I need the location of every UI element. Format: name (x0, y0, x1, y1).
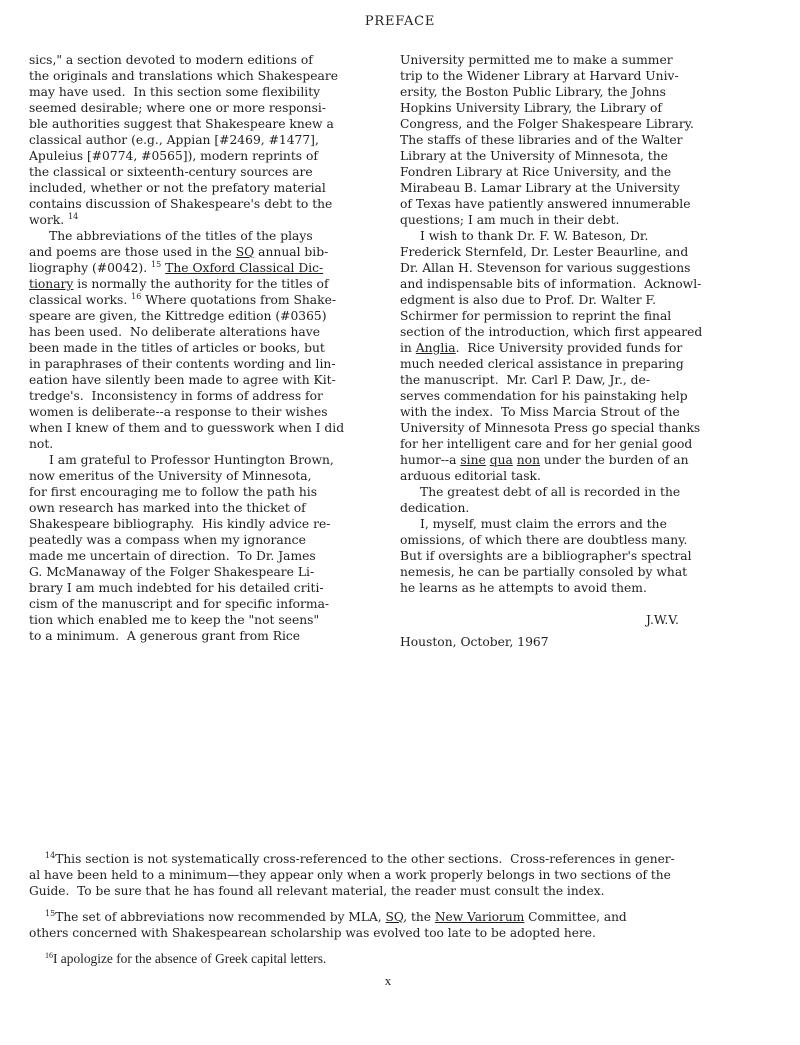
text-line: Shakespeare bibliography. His kindly advice re- (29, 517, 331, 531)
paragraph-dedication (400, 484, 750, 516)
footnote-mark: 16 (45, 951, 53, 960)
text-line: But if oversights are a bibliographer's spectral (400, 549, 692, 563)
text-line: edgment is also due to Prof. Dr. Walter F. (400, 293, 657, 307)
latin-phrase-non: non (516, 453, 541, 467)
dateline: Houston, October, 1967 (400, 635, 549, 649)
footnote-15 (29, 909, 779, 941)
text-line: The greatest debt of all is recorded in the (420, 485, 681, 499)
text-line: serves commendation for his painstaking help (400, 389, 688, 403)
paragraph-errors (400, 516, 750, 596)
text-line: liography (#0042). $^{15}$ The Oxford Classical Dic- (29, 260, 324, 275)
text-line: eation have silently been made to agree with Kit- (29, 373, 336, 387)
text-line: sics," a section devoted to modern editions of (29, 53, 313, 67)
text-line: cism of the manuscript and for specific informa- (29, 597, 330, 611)
text-line: nemesis, he can be partially consoled by what (400, 565, 688, 579)
text-line: and indispensable bits of information. Acknowl- (400, 277, 702, 291)
left-column (29, 52, 379, 644)
text-line: made me uncertain of direction. To Dr. James (29, 549, 316, 563)
text-line: with the index. To Miss Marcia Strout of the (400, 405, 680, 419)
text-line: Fondren Library at Rice University, and the (400, 165, 672, 179)
text-line: included, whether or not the prefatory material (29, 181, 326, 195)
text-line: tredge's. Inconsistency in forms of address for (29, 389, 323, 403)
text-line: section of the introduction, which first appeared (400, 325, 703, 339)
text-line: classical works. $^{16}$ Where quotations from Shake- (29, 292, 337, 307)
text-line: $^{14}$This section is not systematically cross-referenced to the other sections. Cross-references in gener- (45, 851, 675, 866)
footnote-16 (29, 951, 779, 967)
text-line: not. (29, 437, 54, 451)
text-line: own research has marked into the thicket of (29, 501, 306, 515)
text-line: speare are given, the Kittredge edition (#0365) (29, 309, 327, 323)
footnote-mark: 15 (45, 909, 56, 918)
text-line: ble authorities suggest that Shakespeare knew a (29, 117, 334, 131)
text-line: Mirabeau B. Lamar Library at the University (400, 181, 680, 195)
oxford-dictionary-title-cont: tionary (29, 277, 74, 291)
text-line: has been used. No deliberate alterations have (29, 325, 320, 339)
text-line: been made in the titles of articles or books, but (29, 341, 325, 355)
text-line: for first encouraging me to follow the path his (29, 485, 318, 499)
sq-title: SQ (235, 245, 255, 259)
text-line: questions; I am much in their debt. (400, 213, 620, 227)
footnotes (29, 851, 779, 977)
text-line: when I knew of them and to guesswork when I did (29, 421, 345, 435)
text-line: may have used. In this section some flexibility (29, 85, 321, 99)
new-variorum-title: New Variorum (434, 910, 525, 924)
text-line: others concerned with Shakespearean scholarship was evolved too late to be adopted here. (29, 926, 596, 940)
text-line: I wish to thank Dr. F. W. Bateson, Dr. (420, 229, 649, 243)
text-line: in Anglia. Rice University provided funds for (400, 341, 683, 355)
text-line: tionary is normally the authority for the titles of (29, 277, 329, 291)
text-line: the manuscript. Mr. Carl P. Daw, Jr., de- (400, 373, 650, 387)
text-line: contains discussion of Shakespeare's debt to the (29, 197, 333, 211)
text-line: University permitted me to make a summer (400, 53, 673, 67)
text-line: in paraphrases of their contents wording and lin- (29, 357, 336, 371)
text-line: he learns as he attempts to avoid them. (400, 581, 647, 595)
text-line: omissions, of which there are doubtless many. (400, 533, 688, 547)
text-line: for her intelligent care and for her genial good (400, 437, 693, 451)
text-line: Apuleius [#0774, #0565]), modern reprints of (29, 149, 318, 163)
footnote-ref-15[interactable]: 15 (151, 260, 162, 269)
author-signature: J.W.V. (646, 613, 679, 627)
text-line: and poems are those used in the SQ annual bib- (29, 245, 329, 259)
latin-phrase-sine: sine (460, 453, 486, 467)
footnote-ref-14[interactable]: 14 (68, 212, 79, 221)
text-line: al have been held to a minimum—they appear only when a work properly belongs in two sections of the (29, 868, 671, 882)
text-line: women is deliberate--a response to their wishes (29, 405, 328, 419)
paragraph-libraries (400, 52, 750, 228)
footnote-14 (29, 851, 779, 899)
anglia-title: Anglia (415, 341, 456, 355)
footnote-mark: 14 (45, 851, 56, 860)
text-line: the originals and translations which Shakespeare (29, 69, 339, 83)
text-line: much needed clerical assistance in preparing (400, 357, 684, 371)
right-column (400, 52, 750, 650)
text-line: $^{16}$I apologize for the absence of Greek capital letters. (45, 951, 327, 966)
text-line: the classical or sixteenth-century sources are (29, 165, 313, 179)
text-line: to a minimum. A generous grant from Rice (29, 629, 301, 643)
text-line: tion which enabled me to keep the "not seens" (29, 613, 320, 627)
text-line: trip to the Widener Library at Harvard Univ- (400, 69, 679, 83)
text-line: seemed desirable; where one or more responsi- (29, 101, 326, 115)
text-line: ersity, the Boston Public Library, the Johns (400, 85, 666, 99)
paragraph-sources (29, 52, 379, 228)
latin-phrase-qua: qua (489, 453, 513, 467)
text-line: of Texas have patiently answered innumerable (400, 197, 691, 211)
text-line: Congress, and the Folger Shakespeare Library. (400, 117, 694, 131)
oxford-dictionary-title: The Oxford Classical Dic- (165, 261, 324, 275)
page-number: x (384, 973, 392, 988)
text-line: humor--a sine qua non under the burden of an (400, 453, 689, 467)
paragraph-abbreviations (29, 228, 379, 452)
text-line: $^{15}$The set of abbreviations now recommended by MLA, SQ, the New Variorum Committee, and (45, 909, 627, 924)
text-line: dedication. (400, 501, 470, 515)
text-line: Dr. Allan H. Stevenson for various suggestions (400, 261, 691, 275)
paragraph-gratitude (29, 452, 379, 644)
footnote-ref-16[interactable]: 16 (131, 292, 142, 301)
text-line: I, myself, must claim the errors and the (420, 517, 667, 531)
text-line: Frederick Sternfeld, Dr. Lester Beaurline, and (400, 245, 689, 259)
text-line: work. $^{14}$ (29, 212, 79, 227)
paragraph-thanks (400, 228, 750, 484)
text-line: peatedly was a compass when my ignorance (29, 533, 306, 547)
text-line: University of Minnesota Press go special thanks (400, 421, 701, 435)
text-line: arduous editorial task. (400, 469, 541, 483)
text-line: Hopkins University Library, the Library of (400, 101, 662, 115)
text-line: Schirmer for permission to reprint the final (400, 309, 672, 323)
text-line: Guide. To be sure that he has found all relevant material, the reader must consult the index. (29, 884, 605, 898)
text-line: The staffs of these libraries and of the Walter (400, 133, 683, 147)
text-line: The abbreviations of the titles of the plays (49, 229, 313, 243)
sq-title: SQ (385, 910, 404, 924)
text-line: classical author (e.g., Appian [#2469, #1477], (29, 133, 319, 147)
running-header: PREFACE (364, 14, 436, 29)
text-line: now emeritus of the University of Minnesota, (29, 469, 312, 483)
text-line: brary I am much indebted for his detailed criti- (29, 581, 324, 595)
text-line: Library at the University of Minnesota, the (400, 149, 668, 163)
text-line: I am grateful to Professor Huntington Brown, (49, 453, 334, 467)
text-line: G. McManaway of the Folger Shakespeare Li- (29, 565, 315, 579)
